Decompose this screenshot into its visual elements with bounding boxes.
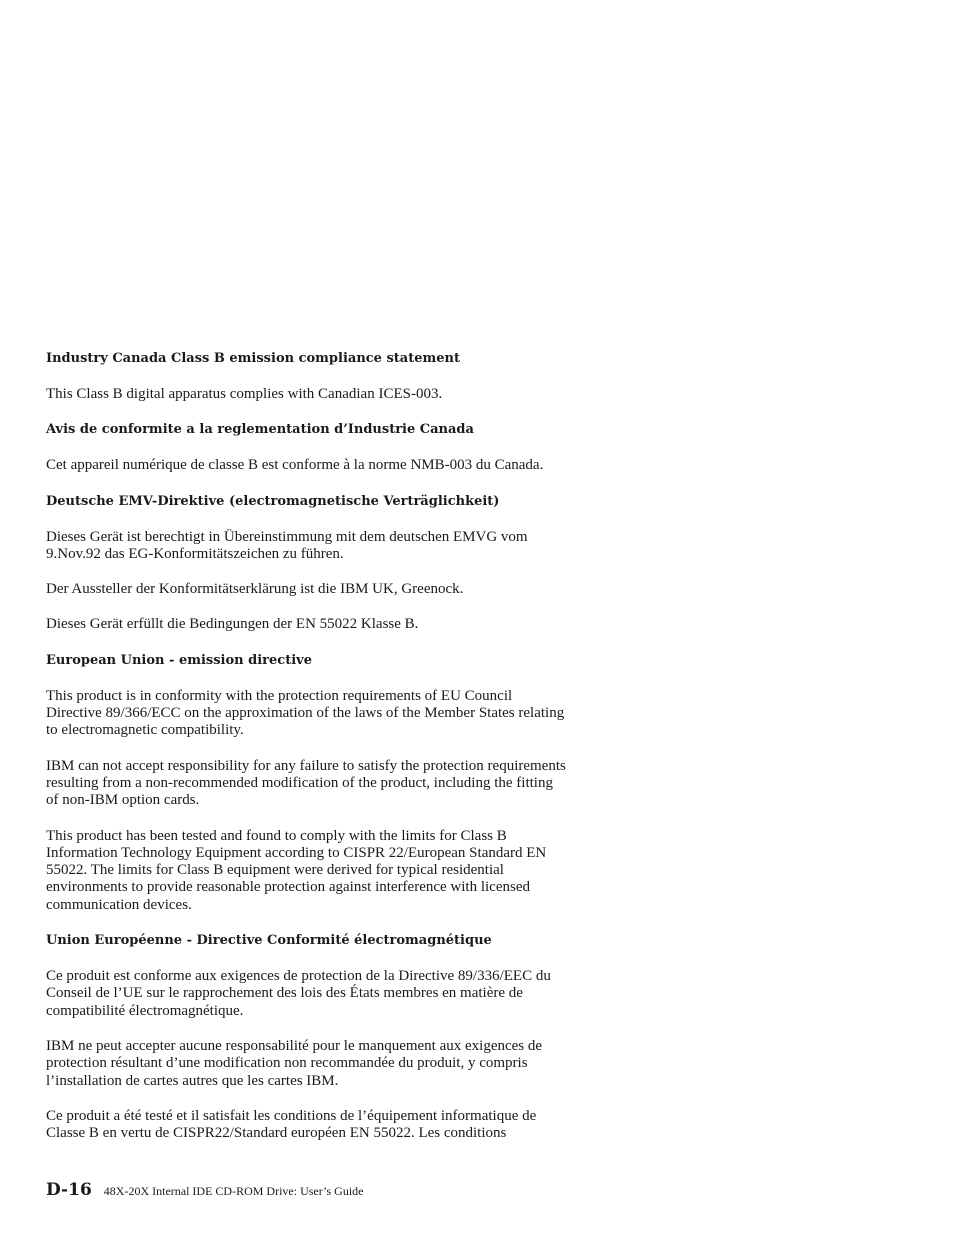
paragraph: Cet appareil numérique de classe B est conforme à la norme NMB-003 du Canada.: [46, 457, 544, 474]
paragraph: Dieses Gerät erfüllt die Bedingungen der EN 55022 Klasse B.: [46, 616, 419, 633]
paragraph: Dieses Gerät ist berechtigt in Übereinstimmung mit dem deutschen EMVG vom 9.Nov.92 das EG-Konformitätszeichen zu führen.: [46, 528, 528, 562]
paragraph: This product has been tested and found to comply with the limits for Class B Information Technology Equipment according to CISPR 22/European Standard EN 55022. The limits for Class B equipment were derived for typical residential environments to provide reasonable protection against interference with licensed communication devices.: [46, 827, 547, 913]
paragraph: Ce produit est conforme aux exigences de protection de la Directive 89/336/EEC du Conseil de l’UE sur le rapprochement des lois des États membres en matière de compatibilité électromagnétique.: [46, 968, 551, 1019]
paragraph: Der Aussteller der Konformitätserklärung ist die IBM UK, Greenock.: [46, 581, 464, 598]
paragraph: This product is in conformity with the protection requirements of EU Council Directive 89/366/ECC on the approximation of the laws of the Member States relating to electromagnetic compatibility.: [46, 687, 565, 739]
section-heading-union-europeenne: Union Européenne - Directive Conformité électromagnétique: [46, 933, 492, 949]
paragraph: This Class B digital apparatus complies with Canadian ICES-003.: [46, 386, 443, 402]
section-heading-eu-emission: European Union - emission directive: [46, 652, 312, 668]
paragraph: Ce produit a été testé et il satisfait les conditions de l’équipement informatique de Classe B en vertu de CISPR22/Standard européen EN 55022. Les conditions: [46, 1107, 537, 1142]
section-heading-industry-canada: Industry Canada Class B emission compliance statement: [46, 351, 460, 366]
document-title: 48X-20X Internal IDE CD-ROM Drive: User’s Guide: [103, 1184, 364, 1198]
section-heading-deutsche-emv: Deutsche EMV-Direktive (electromagnetische Verträglichkeit): [46, 493, 500, 509]
page-number: D-16: [46, 1180, 92, 1200]
document-body: [46, 350, 566, 1160]
page-footer: [46, 1180, 364, 1200]
section-heading-avis-industrie-canada: Avis de conformite a la reglementation d’Industrie Canada: [46, 422, 474, 438]
paragraph: IBM can not accept responsibility for any failure to satisfy the protection requirements resulting from a non-recommended modification of the product, including the fitting of non-IBM option cards.: [46, 757, 566, 809]
paragraph: IBM ne peut accepter aucune responsabilité pour le manquement aux exigences de protection résultant d’une modification non recommandée du produit, y compris l’installation de cartes autres que les cartes IBM.: [46, 1037, 543, 1089]
